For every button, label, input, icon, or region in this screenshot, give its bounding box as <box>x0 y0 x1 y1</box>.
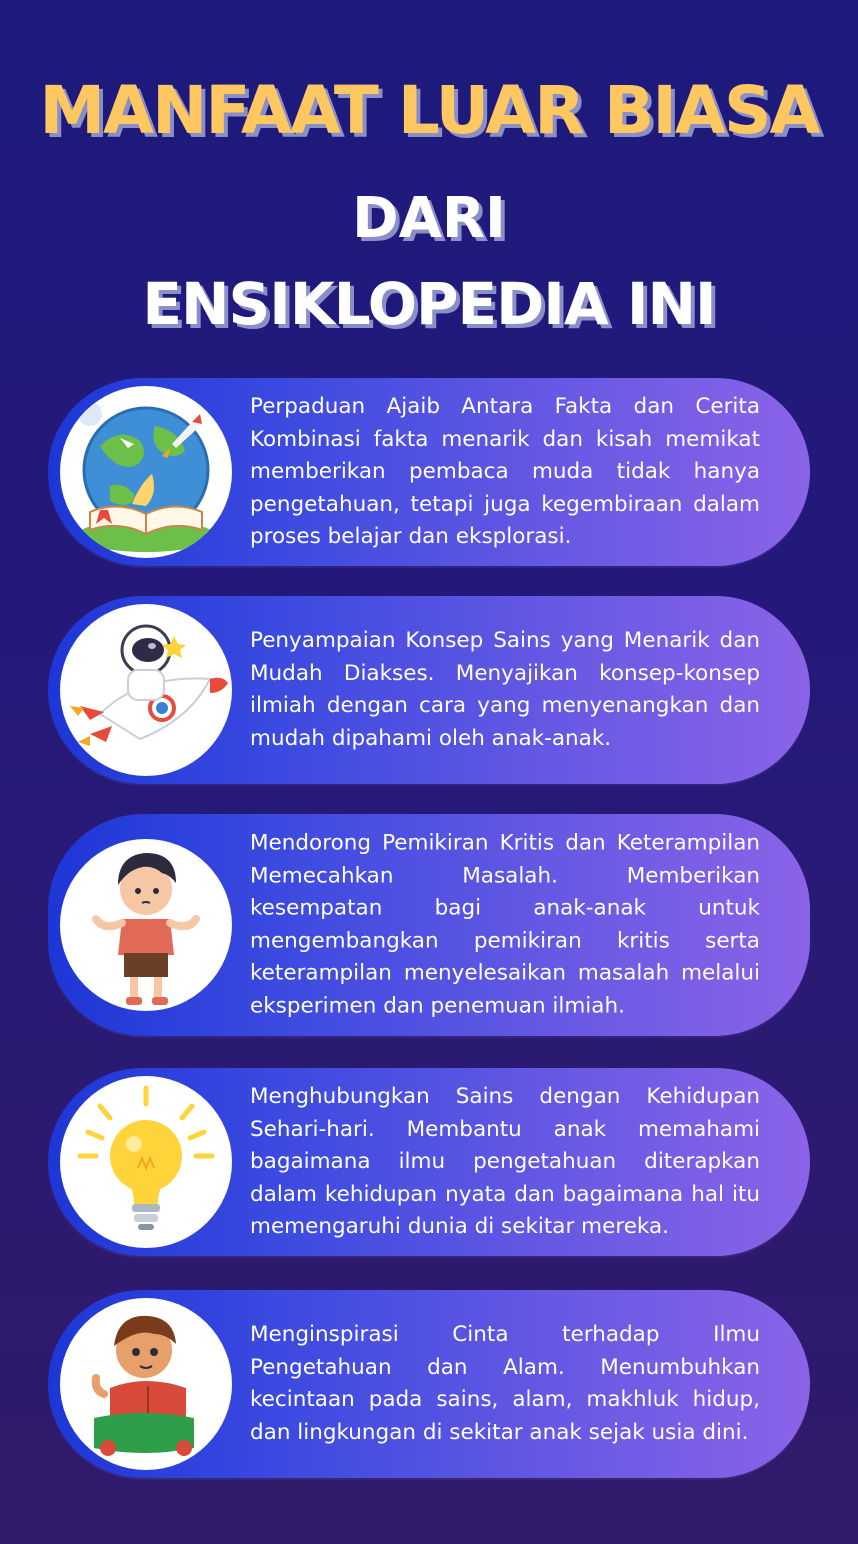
benefit-card-1 <box>48 378 810 566</box>
boy-reading-book-icon <box>60 1298 232 1470</box>
benefit-card-3 <box>48 814 810 1036</box>
benefit-text-5: Menginspirasi Cinta terhadap Ilmu Pengetahuan dan Alam. Menumbuhkan kecintaan pada sains, alam, makhluk hidup, dan lingkungan di sekitar anak sejak usia dini. <box>250 1322 760 1445</box>
benefit-card-4 <box>48 1068 810 1256</box>
benefit-text-3: Mendorong Pemikiran Kritis dan Keterampilan Memecahkan Masalah. Memberikan kesempatan bagi anak-anak untuk mengembangkan pemikiran kritis serta keterampilan menyelesaikan masalah melalui eksperimen dan penemuan ilmiah. <box>250 830 760 1018</box>
title-line-1: MANFAAT LUAR BIASA <box>39 72 819 149</box>
light-bulb-icon <box>60 1076 232 1248</box>
confused-boy-icon <box>60 839 232 1011</box>
benefit-card-2 <box>48 596 810 784</box>
title-line-2: DARI <box>352 186 506 251</box>
benefit-card-5 <box>48 1290 810 1478</box>
globe-book-rocket-icon <box>60 386 232 558</box>
title-line-3: ENSIKLOPEDIA INI <box>142 270 716 338</box>
benefit-text-4: Menghubungkan Sains dengan Kehidupan Sehari-hari. Membantu anak memahami bagaimana ilmu pengetahuan diterapkan dalam kehidupan nyata dan bagaimana hal itu memengaruhi dunia di sekitar mereka. <box>250 1083 760 1239</box>
benefit-text-1: Perpaduan Ajaib Antara Fakta dan Cerita Kombinasi fakta menarik dan kisah memikat memberikan pembaca muda tidak hanya pengetahuan, tetapi juga kegembiraan dalam proses belajar dan eksplorasi. <box>250 393 760 549</box>
astronaut-rocket-icon <box>60 604 232 776</box>
benefit-text-2: Penyampaian Konsep Sains yang Menarik dan Mudah Diakses. Menyajikan konsep-konsep ilmiah dengan cara yang menyenangkan dan mudah dipahami oleh anak-anak. <box>250 628 760 751</box>
